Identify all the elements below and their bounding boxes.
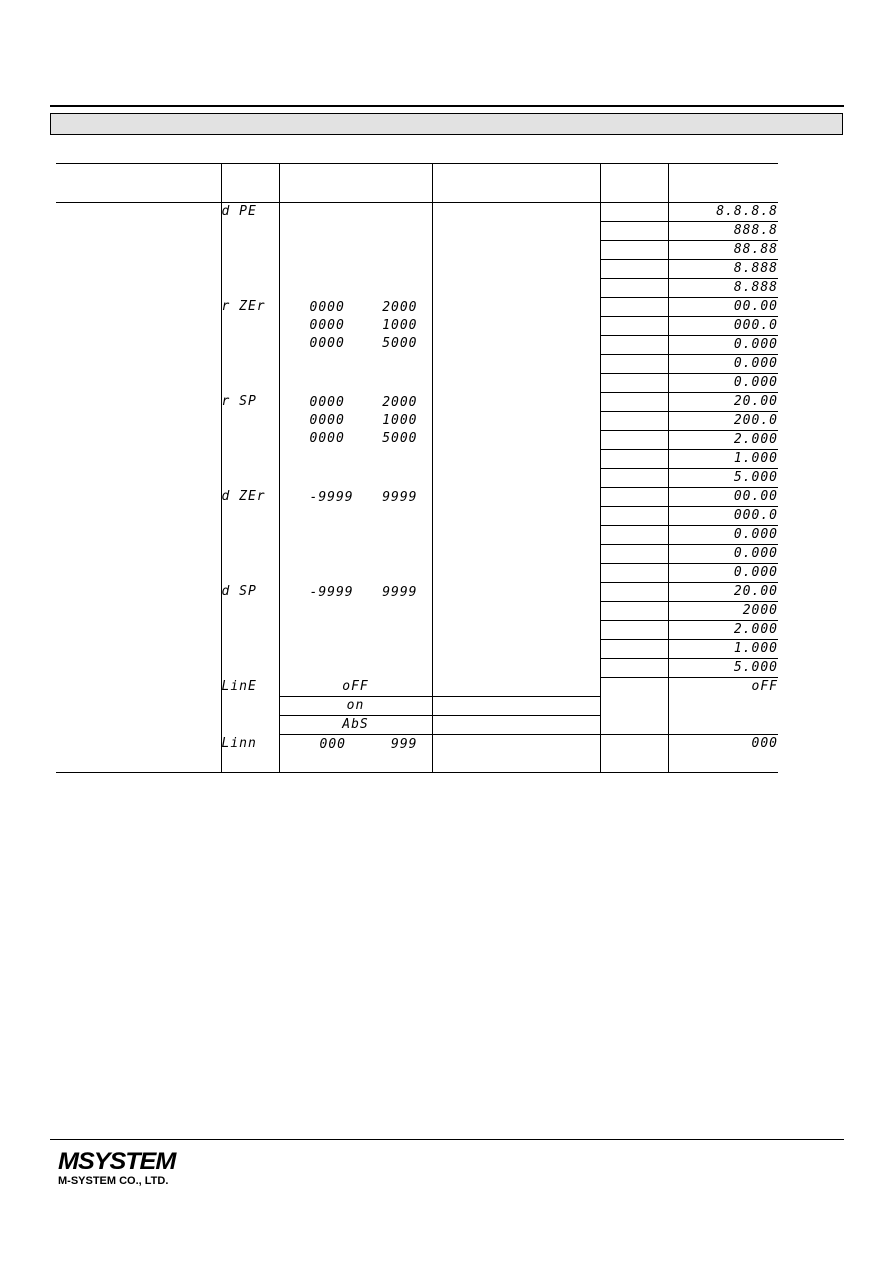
default-value: 0.000 [668,545,778,564]
default-value: 1.000 [668,640,778,659]
table-header-row [56,164,778,203]
param-code: Linn [221,735,279,773]
default-value: 0.000 [668,336,778,355]
remarks-cell [432,298,600,393]
range-max: 1000 [382,412,418,428]
condition-cell [600,374,668,393]
default-value: 88.88 [668,241,778,260]
param-code: d ZEr [221,488,279,583]
default-value: 0.000 [668,374,778,393]
default-value: 888.8 [668,222,778,241]
condition-cell [600,640,668,659]
remarks-cell [432,678,600,697]
range-min: -9999 [309,489,354,505]
condition-cell [600,678,668,735]
condition-cell [600,260,668,279]
range-max: 1000 [382,317,418,333]
bottom-rule [50,1139,844,1140]
range-line [280,429,432,447]
default-value: 8.888 [668,279,778,298]
top-rule [50,105,844,107]
range-min: 0000 [309,412,345,428]
param-name-cell [56,678,221,735]
option-value: AbS [279,716,432,735]
condition-cell [600,336,668,355]
condition-cell [600,583,668,602]
range-line [280,298,432,316]
param-name-cell [56,488,221,583]
default-value: 2.000 [668,431,778,450]
default-value: 20.00 [668,393,778,412]
default-value: 000.0 [668,317,778,336]
header-code [221,164,279,203]
param-name-cell [56,735,221,773]
header-remarks [432,164,600,203]
default-value: 0.000 [668,564,778,583]
range-line [280,334,432,352]
condition-cell [600,621,668,640]
range-max: 5000 [382,430,418,446]
condition-cell [600,659,668,678]
condition-cell [600,412,668,431]
range-max: 999 [391,737,418,752]
default-value: 20.00 [668,583,778,602]
condition-cell [600,317,668,336]
param-code: LinE [221,678,279,735]
table-row [56,583,778,602]
condition-cell [600,564,668,583]
parameter-table [56,163,778,773]
setting-range-cell [279,488,432,583]
table-row [56,488,778,507]
setting-range-cell [279,203,432,298]
table-row [56,298,778,317]
default-value: 5.000 [668,659,778,678]
company-logo [58,1148,176,1187]
default-value: 8.8.8.8 [668,203,778,222]
default-value: 8.888 [668,260,778,279]
param-name-cell [56,583,221,678]
default-value: 2000 [668,602,778,621]
setting-range-cell [279,583,432,678]
option-value: on [279,697,432,716]
remarks-cell [432,393,600,488]
param-code: d SP [221,583,279,678]
table-row [56,678,778,697]
default-value: 0.000 [668,355,778,374]
default-value: 2.000 [668,621,778,640]
default-value: 0.000 [668,526,778,545]
range-min: 0000 [309,317,345,333]
condition-cell [600,488,668,507]
setting-range-cell [279,393,432,488]
range-min: -9999 [309,584,354,600]
range-min: 0000 [309,430,345,446]
condition-cell [600,279,668,298]
condition-cell [600,469,668,488]
range-min: 0000 [309,394,345,410]
condition-cell [600,507,668,526]
range-max: 9999 [382,584,418,600]
setting-range-cell [279,298,432,393]
condition-cell [600,241,668,260]
range-max: 5000 [382,335,418,351]
range-min: 000 [319,737,346,752]
table-row [56,735,778,773]
table-row [56,393,778,412]
default-value: 000 [668,735,778,773]
condition-cell [600,735,668,773]
default-value: 200.0 [668,412,778,431]
condition-cell [600,545,668,564]
range-line [280,316,432,334]
range-max: 2000 [382,394,418,410]
header-condition [600,164,668,203]
header-setting-range [279,164,432,203]
condition-cell [600,602,668,621]
condition-cell [600,355,668,374]
param-code: r SP [221,393,279,488]
range-min: 0000 [309,299,345,315]
remarks-cell [432,488,600,583]
remarks-cell [432,583,600,678]
condition-cell [600,526,668,545]
remarks-cell [432,716,600,735]
range-max: 2000 [382,299,418,315]
range-line [280,583,432,601]
range-line [280,488,432,506]
logo-mark: MSYSTEM [58,1148,176,1175]
range-line [280,411,432,429]
section-title-bar [50,113,843,135]
condition-cell [600,450,668,469]
table-row [56,203,778,222]
range-max: 9999 [382,489,418,505]
param-name-cell [56,393,221,488]
condition-cell [600,393,668,412]
condition-cell [600,431,668,450]
default-value: 5.000 [668,469,778,488]
param-name-cell [56,203,221,298]
setting-range-cell [279,735,432,773]
header-parameter [56,164,221,203]
param-name-cell [56,298,221,393]
remarks-cell [432,735,600,773]
remarks-cell [432,697,600,716]
range-min: 0000 [309,335,345,351]
remarks-cell [432,203,600,298]
company-name: M-SYSTEM CO., LTD. [58,1175,169,1187]
condition-cell [600,222,668,241]
default-value: 000.0 [668,507,778,526]
header-default [668,164,778,203]
param-code: r ZEr [221,298,279,393]
default-value: oFF [668,678,778,735]
param-code: d PE [221,203,279,298]
condition-cell [600,298,668,317]
default-value: 00.00 [668,298,778,317]
option-value: oFF [279,678,432,697]
range-line [280,735,432,753]
range-line [280,393,432,411]
condition-cell [600,203,668,222]
default-value: 1.000 [668,450,778,469]
default-value: 00.00 [668,488,778,507]
